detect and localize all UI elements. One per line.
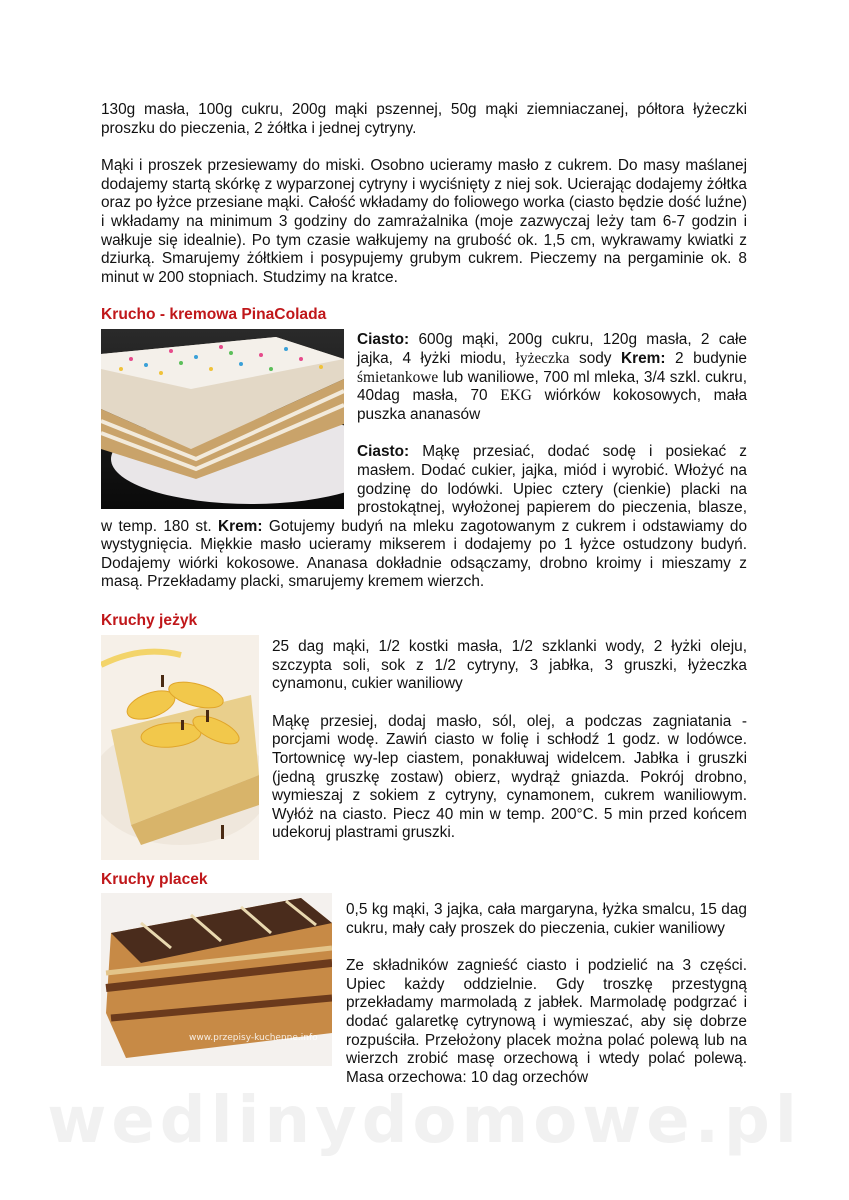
placek-cake-photo bbox=[101, 893, 332, 1066]
pinacolada-method: Ciasto: Mąkę przesiać, dodać sodę i posiekać z masłem. Dodać cukier, jajka, miód i wyrobić. Włożyć na godzinę do lodówki. Upiec cztery (cienkie) placki na prostokątnej, wyłożonej papierem do pieczenia, blasze, w temp. 180 st. Krem: Gotujemy budyń na mleku zagotowanym z cukrem i odstawiamy do wystygnięcia. Miękkie masło ucieramy mikserem i dodajemy po 1 łyżce ostudzony budyń. Dodajemy wiórki kokosowe. Ananasa dokładnie odsączamy, drobno kroimy i mieszamy z masą. Przekładamy placki, smarujemy kremem wierzch. bbox=[101, 443, 748, 591]
recipe-pinacolada bbox=[101, 305, 747, 592]
pinacolada-ingredients: Ciasto: 600g mąki, 200g cukru, 120g masła, 2 całe jajka, 4 łyżki miodu, łyżeczka sody Krem: 2 budynie śmietankowe lub waniliowe, 700 ml mleka, 3/4 szkl. cukru, 40dag masła, 70 EKG wiórków kokosowych, mała puszka ananasów bbox=[357, 331, 747, 423]
placek-method: Ze składników zagnieść ciasto i podzielić na 3 części. Upiec każdy oddzielnie. Gdy troszkę przestygną przekładamy marmoladą z jabłek. Marmoladę podgrzać i dodać galaretkę cytrynową i wymieszać, aby się dobrze rozpuściła. Przełożony placek można polać polewą lub na wierzch zrobić masę orzechową i wtedy polać polewą. Masa orzechowa: 10 dag orzechów bbox=[346, 957, 747, 1086]
photo-watermark: www.przepisy-kuchenne.info bbox=[189, 1033, 318, 1044]
jezyk-ingredients: 25 dag mąki, 1/2 kostki masła, 1/2 szklanki wody, 2 łyżki oleju, szczypta soli, sok z 1/2 cytryny, 3 jabłka, 3 gruszki, łyżeczka cynamonu, cukier waniliowy bbox=[272, 638, 747, 693]
document-page bbox=[101, 101, 747, 1087]
site-watermark: wedlinydomowe.pl bbox=[47, 1084, 802, 1158]
recipe-title: Kruchy placek bbox=[101, 871, 208, 889]
jezyk-method: Mąkę przesiej, dodaj masło, sól, olej, a podczas zagniatania - porcjami wodę. Zawiń ciasto w folię i schłodź 1 godz. w lodówce. Tortownicę wy-lep ciastem, ponakłuwaj widelcem. Jabłka i gruszki (jedną gruszkę zostaw) obierz, wydrąż gniazda. Pokrój drobno, wymieszaj z sokiem z cytryny, cynamonem, cukrem waniliowym. Wyłóż na ciasto. Piecz 40 min w temp. 200°C. 5 min przed końcem udekoruj plastrami gruszki. bbox=[272, 712, 747, 842]
recipe-kruchy-jezyk bbox=[101, 611, 747, 864]
pinacolada-cake-photo bbox=[101, 329, 344, 509]
recipe-kruchy-placek bbox=[101, 870, 747, 1087]
placek-ingredients: 0,5 kg mąki, 3 jajka, cała margaryna, łyżka smalcu, 15 dag cukru, mały cały proszek do pieczenia, cukier waniliowy bbox=[346, 901, 747, 937]
jezyk-tart-photo bbox=[101, 635, 259, 860]
intro-ingredients: 130g masła, 100g cukru, 200g mąki pszennej, 50g mąki ziemniaczanej, półtora łyżeczki proszku do pieczenia, 2 żółtka i jednej cytryny. bbox=[101, 101, 747, 137]
intro-method: Mąki i proszek przesiewamy do miski. Osobno ucieramy masło z cukrem. Do masy maślanej dodajemy startą skórkę z wyparzonej cytryny i wyciśnięty z niej sok. Ucierając dodajemy żółtka oraz po łyżce przesiane mąki. Całość wkładamy do foliowego worka (ciasto będzie dość luźne) i wkładamy na minimum 3 godziny do zamrażalnika (moje zazwyczaj leży tam 6-7 godzin i wałkuje się idealnie). Po tym czasie wałkujemy na grubość ok. 1,5 cm, wykrawamy kwiatki z dziurką. Smarujemy żółtkiem i posypujemy grubym cukrem. Pieczemy na pergaminie ok. 8 minut w 200 stopniach. Studzimy na kratce. bbox=[101, 157, 747, 286]
recipe-title: Krucho - kremowa PinaColada bbox=[101, 306, 327, 324]
recipe-title: Kruchy jeżyk bbox=[101, 612, 198, 630]
